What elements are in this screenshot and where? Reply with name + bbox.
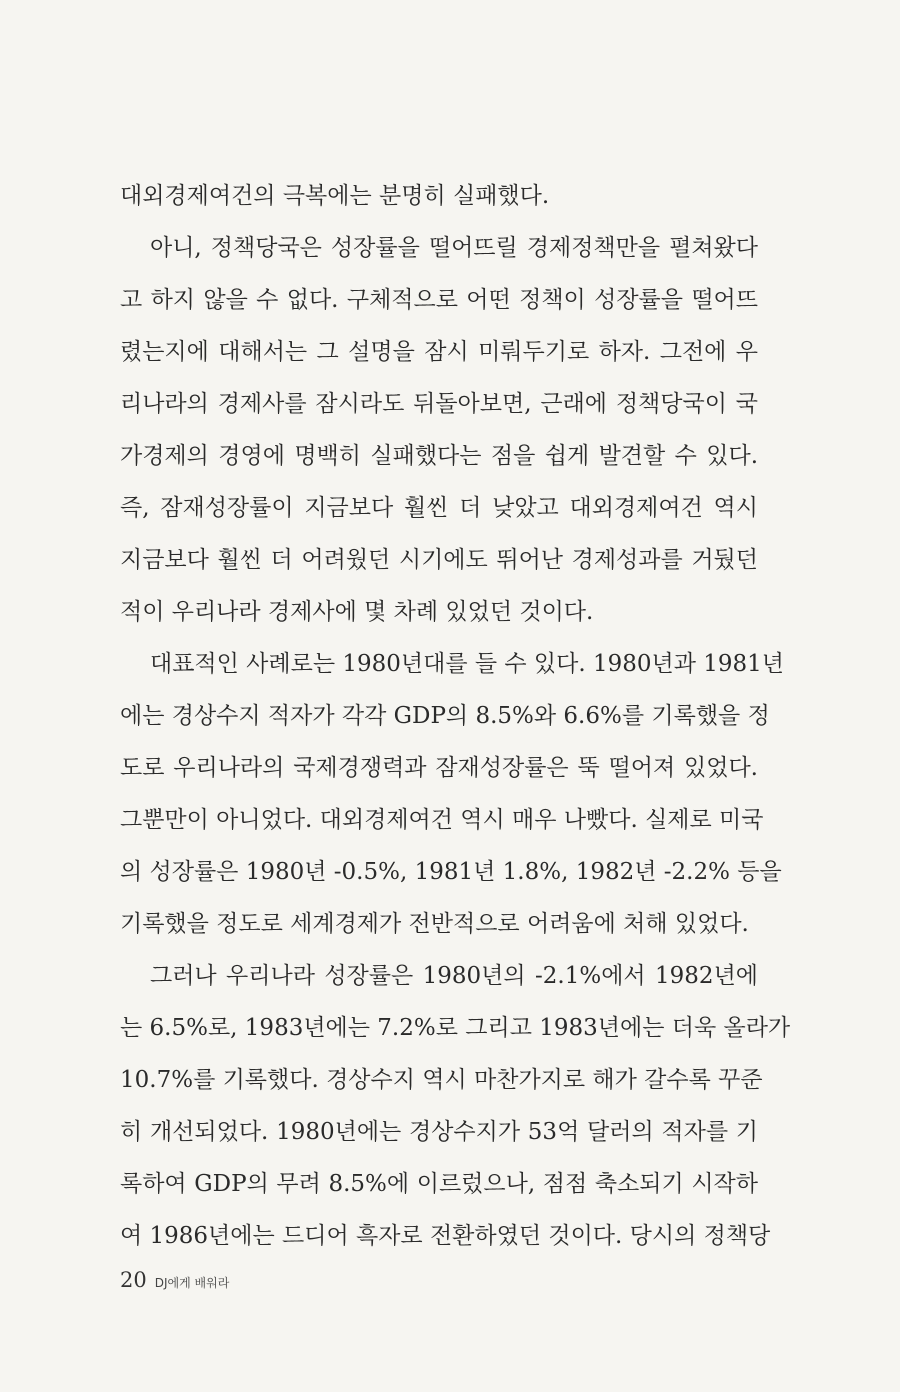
text-line: 10.7%를 기록했다. 경상수지 역시 마찬가지로 해가 갈수록 꾸준 [120, 1067, 763, 1093]
text-line: 여 1986년에는 드디어 흑자로 전환하였던 것이다. 당시의 정책당 [120, 1223, 771, 1249]
text-line: 대표적인 사례로는 1980년대를 들 수 있다. 1980년과 1981년 [150, 651, 785, 677]
text-line: 그뿐만이 아니었다. 대외경제여건 역시 매우 나빴다. 실제로 미국 [120, 807, 764, 833]
text-line: 히 개선되었다. 1980년에는 경상수지가 53억 달러의 적자를 기 [120, 1119, 758, 1145]
text-line: 지금보다 훨씬 더 어려웠던 시기에도 뛰어난 경제성과를 거뒀던 [120, 547, 758, 573]
text-line: 의 성장률은 1980년 -0.5%, 1981년 1.8%, 1982년 -2.2% 등을 [120, 859, 782, 885]
text-line: 도로 우리나라의 국제경쟁력과 잠재성장률은 뚝 떨어져 있었다. [120, 755, 758, 781]
running-title: DJ에게 배워라 [154, 1276, 230, 1290]
text-line: 대외경제여건의 극복에는 분명히 실패했다. [120, 183, 550, 209]
text-line: 렸는지에 대해서는 그 설명을 잠시 미뤄두기로 하자. 그전에 우 [120, 339, 758, 365]
text-line: 록하여 GDP의 무려 8.5%에 이르렀으나, 점점 축소되기 시작하 [120, 1171, 758, 1197]
text-line: 그러나 우리나라 성장률은 1980년의 -2.1%에서 1982년에 [150, 963, 758, 989]
text-line: 즉, 잠재성장률이 지금보다 훨씬 더 낮았고 대외경제여건 역시 [120, 495, 758, 521]
text-line: 아니, 정책당국은 성장률을 떨어뜨릴 경제정책만을 펼쳐왔다 [150, 235, 758, 261]
text-line: 고 하지 않을 수 없다. 구체적으로 어떤 정책이 성장률을 떨어뜨 [120, 287, 758, 313]
page-number: 20 [120, 1268, 147, 1292]
text-line: 에는 경상수지 적자가 각각 GDP의 8.5%와 6.6%를 기록했을 정 [120, 703, 770, 729]
text-line: 적이 우리나라 경제사에 몇 차례 있었던 것이다. [120, 599, 594, 625]
text-line: 는 6.5%로, 1983년에는 7.2%로 그리고 1983년에는 더욱 올라가 [120, 1015, 791, 1041]
page-footer [120, 1268, 229, 1298]
text-line: 기록했을 정도로 세계경제가 전반적으로 어려움에 처해 있었다. [120, 911, 749, 937]
text-line: 가경제의 경영에 명백히 실패했다는 점을 쉽게 발견할 수 있다. [120, 443, 758, 469]
text-line: 리나라의 경제사를 잠시라도 뒤돌아보면, 근래에 정책당국이 국 [120, 391, 758, 417]
